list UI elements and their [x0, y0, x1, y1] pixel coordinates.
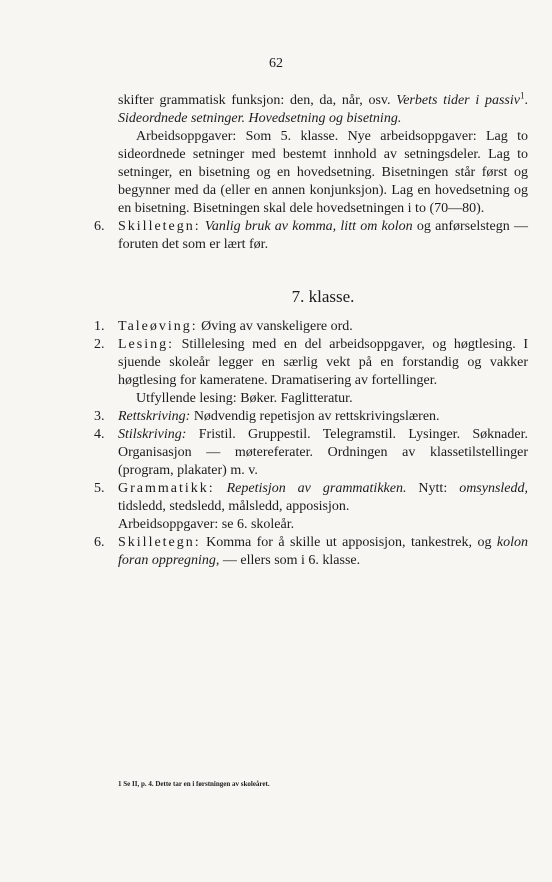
footnote-marker: 1: [118, 780, 122, 788]
item-5-sub: Arbeidsoppgaver: se 6. skoleår.: [118, 517, 295, 532]
item-6-top: [94, 218, 528, 254]
item-text-rest: — ellers som i 6. klasse.: [219, 553, 361, 568]
item-text: Nytt:: [406, 481, 460, 496]
intro-rest: .: [524, 93, 528, 108]
item-2: [94, 336, 528, 390]
page-body: [94, 90, 529, 570]
item-text: Komma for å skille ut apposisjon, tankestrek, og: [200, 535, 497, 550]
item-label: Lesing:: [118, 337, 174, 352]
intro-italic-2: Sideordnede setninger. Hovedsetning og bisetning.: [118, 111, 402, 126]
item-1: [94, 318, 528, 336]
item-number: 2.: [94, 337, 105, 352]
item-text: og anførselstegn — foruten det som er lært før.: [118, 219, 528, 252]
footnote-ref: 1: [520, 90, 525, 101]
footnote: [118, 780, 528, 788]
item-number: 6.: [94, 219, 105, 234]
item-label: Rettskriving:: [118, 409, 191, 424]
item-text: Fristil. Gruppestil. Telegramstil. Lysinger. Søknader. Organisasjon — møtereferater. Ordningen av klassetilstellinger (program, plakater) m. v.: [118, 427, 528, 478]
item-text: Øving av vanskeligere ord.: [197, 319, 353, 334]
item-label: Skilletegn:: [118, 219, 201, 234]
item-italic: kolon foran oppregning,: [118, 535, 528, 568]
item-text: Stillelesing med en del arbeidsoppgaver, og høgtlesing. I sjuende skoleår legger en særlig vekt på en forstandig og vakker høgtlesing for kameratene. Dramatisering av fortellinger.: [118, 337, 528, 388]
section-heading: 7. klasse.: [291, 287, 355, 306]
item-4: [94, 426, 528, 480]
page-number: 62: [269, 56, 283, 71]
item-number: 4.: [94, 427, 105, 442]
item-italic: Vanlig bruk av komma, litt om kolon: [204, 219, 413, 234]
item-number: 3.: [94, 409, 105, 424]
intro-text: skifter grammatisk funksjon: den, da, når, osv.: [118, 93, 397, 108]
item-italic: Repetisjon av grammatikken.: [226, 481, 407, 496]
item-number: 1.: [94, 319, 105, 334]
item-5: [94, 480, 529, 516]
assignments-paragraph: Arbeidsoppgaver: Som 5. klasse. Nye arbeidsoppgaver: Lag to sideordnede setninger med bestemt innhold av setningsdeler. Lag to setninger, en bisetning og en hovedsetning. Bisetningen står først og begynner med da (eller en annen konjunksjon). Lag en hovedsetning og en bisetning. Bisetningen skal dele hovedsetningen i to (70—80).: [118, 129, 528, 216]
item-3: [94, 408, 528, 426]
item-label: Grammatikk:: [118, 481, 215, 496]
intro-paragraph: [118, 92, 528, 128]
item-6: [94, 534, 528, 570]
item-text: Nødvendig repetisjon av rettskrivingslæren.: [190, 409, 440, 424]
item-label: Taleøving:: [118, 319, 198, 334]
item-number: 5.: [94, 481, 105, 496]
item-2-sub: Utfyllende lesing: Bøker. Faglitteratur.: [136, 391, 353, 406]
intro-italic: Verbets tider i passiv: [396, 93, 520, 108]
item-italic-2: omsynsledd,: [459, 481, 529, 496]
item-label: Stilskriving:: [118, 427, 187, 442]
item-number: 6.: [94, 535, 105, 550]
item-label: Skilletegn:: [118, 535, 201, 550]
item-text-rest: tidsledd, stedsledd, målsledd, apposisjon.: [118, 499, 350, 514]
footnote-text: Se II, p. 4. Dette tar en i førstningen av skoleåret.: [121, 780, 270, 788]
